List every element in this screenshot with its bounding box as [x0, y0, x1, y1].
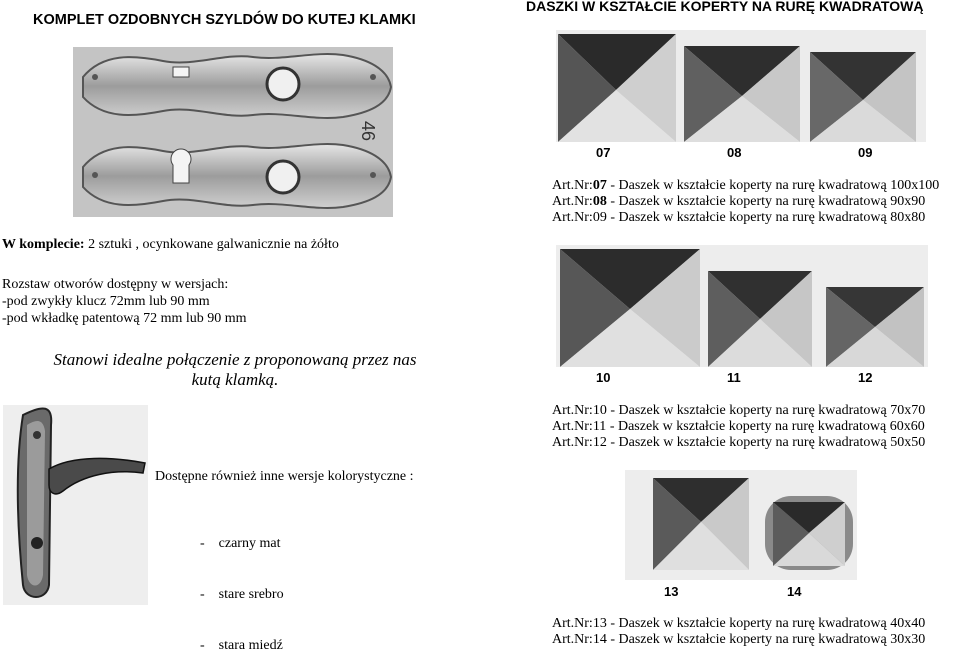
- top-plate: [83, 54, 391, 118]
- bottom-plate: [83, 144, 391, 208]
- article-line: Art.Nr:14 - Daszek w kształcie koperty na rurę kwadratową 30x30: [552, 632, 926, 647]
- spacing-line: -pod zwykły klucz 72mm lub 90 mm: [2, 294, 210, 309]
- cap-10: [560, 249, 700, 367]
- set-label: W komplecie:: [2, 237, 85, 252]
- left-heading: KOMPLET OZDOBNYCH SZYLDÓW DO KUTEJ KLAMKI: [33, 12, 416, 28]
- article-line: Art.Nr:10 - Daszek w kształcie koperty na rurę kwadratową 70x70: [552, 403, 926, 418]
- article-line: Art.Nr:08 - Daszek w kształcie koperty na rurę kwadratową 90x90: [552, 194, 926, 209]
- article-list-3: [552, 616, 925, 648]
- caption-10: 10: [596, 370, 611, 385]
- color-option: - stare srebro: [200, 587, 284, 602]
- spacing-info: [2, 276, 247, 327]
- caption-14: 14: [787, 584, 802, 599]
- spacing-line: Rozstaw otworów dostępny w wersjach:: [2, 277, 229, 292]
- caption-13: 13: [664, 584, 679, 599]
- cap-08: [684, 46, 800, 142]
- door-handle-photo: [3, 405, 148, 605]
- cap-14: [765, 496, 853, 570]
- caps-photo-10-12: [556, 245, 928, 367]
- color-option: - czarny mat: [200, 536, 281, 551]
- caption-09: 09: [858, 145, 873, 160]
- article-list-2: [552, 403, 925, 451]
- article-line: Art.Nr:11 - Daszek w kształcie koperty na rurę kwadratową 60x60: [552, 419, 925, 434]
- caption-11: 11: [727, 370, 741, 385]
- right-heading: DASZKI W KSZTAŁCIE KOPERTY NA RURĘ KWADRATOWĄ: [526, 0, 924, 14]
- article-line: Art.Nr:12 - Daszek w kształcie koperty na rurę kwadratową 50x50: [552, 435, 926, 450]
- cap-12: [826, 287, 924, 367]
- article-line: Art.Nr:07 - Daszek w kształcie koperty na rurę kwadratową 100x100: [552, 178, 940, 193]
- plate-number: 46: [358, 121, 378, 142]
- cap-11: [708, 271, 812, 367]
- cap-07: [558, 34, 676, 142]
- color-option: - stara miedź: [200, 638, 283, 653]
- cap-09: [810, 52, 916, 142]
- set-text: 2 sztuki , ocynkowane galwanicznie na żółto: [84, 237, 339, 252]
- set-description: [2, 236, 339, 253]
- tagline-line-1: Stanowi idealne połączenie z proponowaną przez nas: [53, 350, 417, 369]
- article-line: Art.Nr:09 - Daszek w kształcie koperty na rurę kwadratową 80x80: [552, 210, 926, 225]
- caps-photo-07-09: [556, 30, 926, 142]
- article-list-1: [552, 178, 939, 226]
- colors-heading: Dostępne również inne wersje kolorystyczne :: [155, 469, 414, 484]
- article-line: Art.Nr:13 - Daszek w kształcie koperty na rurę kwadratową 40x40: [552, 616, 926, 631]
- spacing-line: -pod wkładkę patentową 72 mm lub 90 mm: [2, 311, 247, 326]
- escutcheon-plates-photo: [73, 47, 393, 217]
- tagline: [40, 350, 430, 390]
- tagline-line-2: kutą klamką.: [191, 370, 279, 389]
- caption-12: 12: [858, 370, 873, 385]
- caption-07: 07: [596, 145, 611, 160]
- cap-13: [653, 478, 749, 570]
- color-options: [200, 501, 284, 671]
- caps-photo-13-14: [625, 470, 857, 580]
- caption-08: 08: [727, 145, 742, 160]
